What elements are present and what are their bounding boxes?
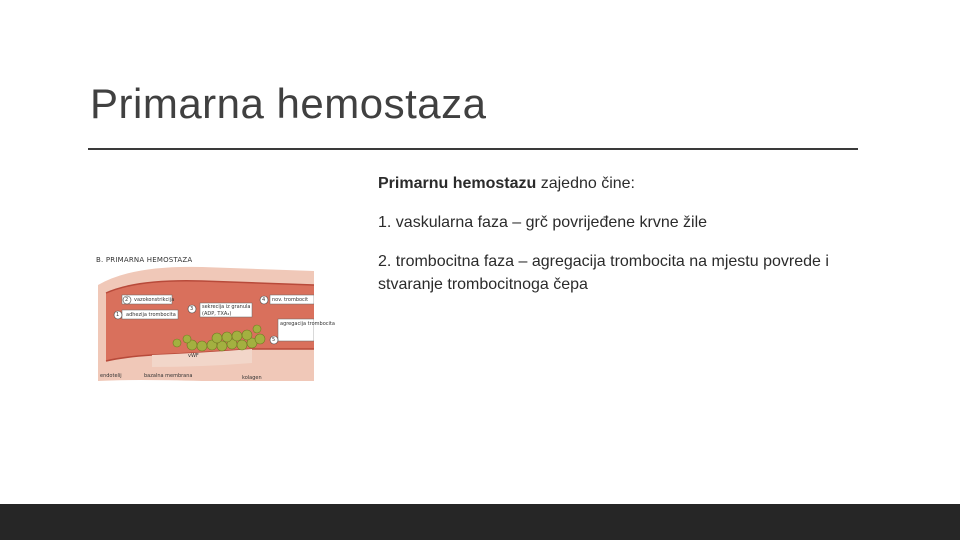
label-adhesion: adhezija trombocita bbox=[126, 312, 176, 318]
label-number-3: 3 bbox=[190, 306, 194, 312]
intro-paragraph bbox=[378, 172, 848, 195]
slide-title: Primarna hemostaza bbox=[90, 80, 487, 127]
label-new-platelet: nov. trombocit bbox=[272, 297, 309, 303]
intro-rest: zajedno čine: bbox=[536, 175, 635, 192]
list-item-platelet-phase: 2. trombocitna faza – agregacija trombocita na mjestu povrede i stvaranje trombocitnoga čepa bbox=[378, 253, 829, 293]
label-vasoconstriction: vazokonstrikcija bbox=[134, 297, 175, 303]
intro-bold-term: Primarnu hemostazu bbox=[378, 175, 537, 192]
list-item-vascular-phase: 1. vaskularna faza – grč povrijeđene krvne žile bbox=[378, 214, 708, 231]
content-text-block bbox=[378, 172, 848, 312]
hemostasis-diagram bbox=[92, 253, 335, 383]
label-basement-membrane: bazalna membrana bbox=[144, 373, 193, 379]
label-adp: (ADP, TXA₂) bbox=[202, 311, 232, 317]
title-divider bbox=[88, 148, 858, 150]
vessel-illustration bbox=[92, 253, 314, 383]
label-number-2: 2 bbox=[125, 297, 129, 303]
figure-title: B. PRIMARNA HEMOSTAZA bbox=[96, 256, 193, 264]
label-number-5: 5 bbox=[272, 337, 276, 343]
footer-bar bbox=[0, 504, 960, 540]
label-vwf: vWF bbox=[188, 353, 199, 359]
label-number-1: 1 bbox=[116, 312, 120, 318]
label-number-4: 4 bbox=[262, 297, 266, 303]
label-endothelium: endotelij bbox=[100, 373, 122, 379]
label-secretion: sekrecija iz granula bbox=[202, 304, 251, 310]
label-aggregation: agregacija trombocita bbox=[280, 321, 335, 327]
label-collagen: kolagen bbox=[242, 375, 262, 381]
